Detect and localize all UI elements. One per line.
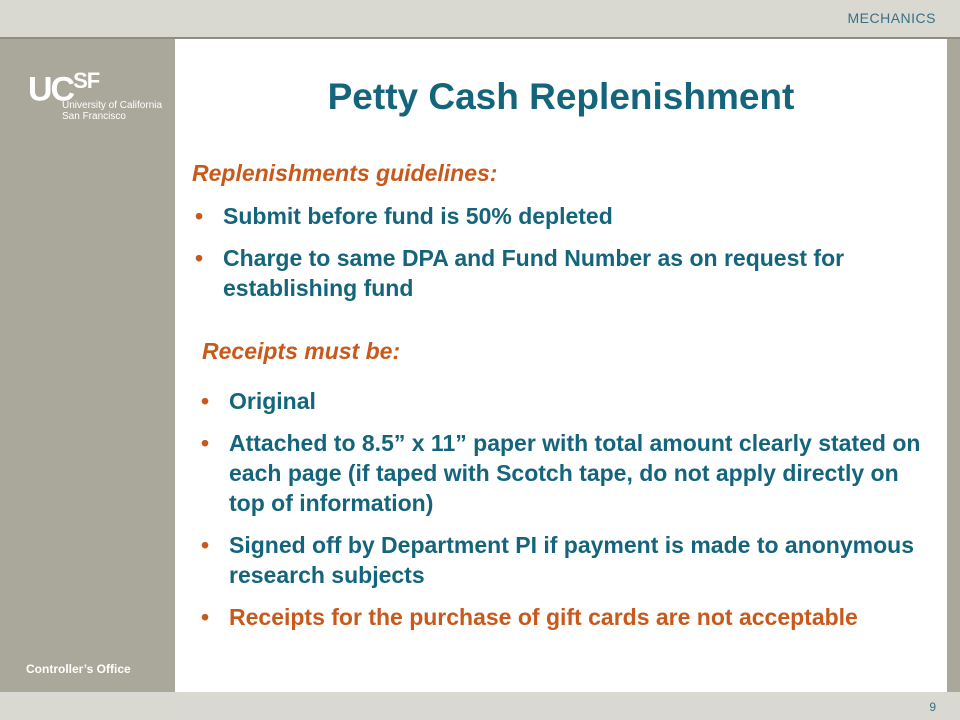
- slide-title: Petty Cash Replenishment: [327, 76, 795, 117]
- bullet-icon: •: [195, 203, 204, 229]
- logo-subtitle: University of California San Francisco: [62, 100, 163, 122]
- receipts-list: [201, 386, 921, 644]
- sidebar: [0, 39, 175, 692]
- bullet-icon: •: [195, 245, 204, 271]
- ucsf-logo: [28, 64, 163, 122]
- list-item: • Original: [201, 388, 316, 414]
- list-item: • Attached to 8.5” x 11” paper with total amount clearly stated on each page (if taped with Scotch tape, do not apply directly on top of information): [201, 430, 921, 516]
- office-label: Controller’s Office: [26, 662, 131, 676]
- top-bar: [0, 0, 960, 38]
- logo-mark: $UC^{SF}$: [28, 68, 100, 109]
- right-bar: [947, 39, 960, 692]
- bullet-icon: •: [201, 532, 210, 558]
- replenishments-list: [195, 201, 885, 315]
- list-item: • Charge to same DPA and Fund Number as on request for establishing fund: [195, 245, 845, 301]
- bullet-icon: •: [201, 604, 210, 630]
- bullet-icon: •: [201, 430, 210, 456]
- receipts-heading: Receipts must be:: [202, 338, 401, 364]
- list-item: • Signed off by Department PI if payment is made to anonymous research subjects: [201, 532, 914, 588]
- replenishments-heading: Replenishments guidelines:: [192, 160, 498, 186]
- bottom-bar: [0, 692, 960, 720]
- list-item: • Submit before fund is 50% depleted: [195, 203, 613, 229]
- bullet-icon: •: [201, 388, 210, 414]
- section-label: MECHANICS: [847, 10, 936, 26]
- list-item: • Receipts for the purchase of gift cards are not acceptable: [201, 604, 858, 630]
- page-number: 9: [929, 700, 936, 714]
